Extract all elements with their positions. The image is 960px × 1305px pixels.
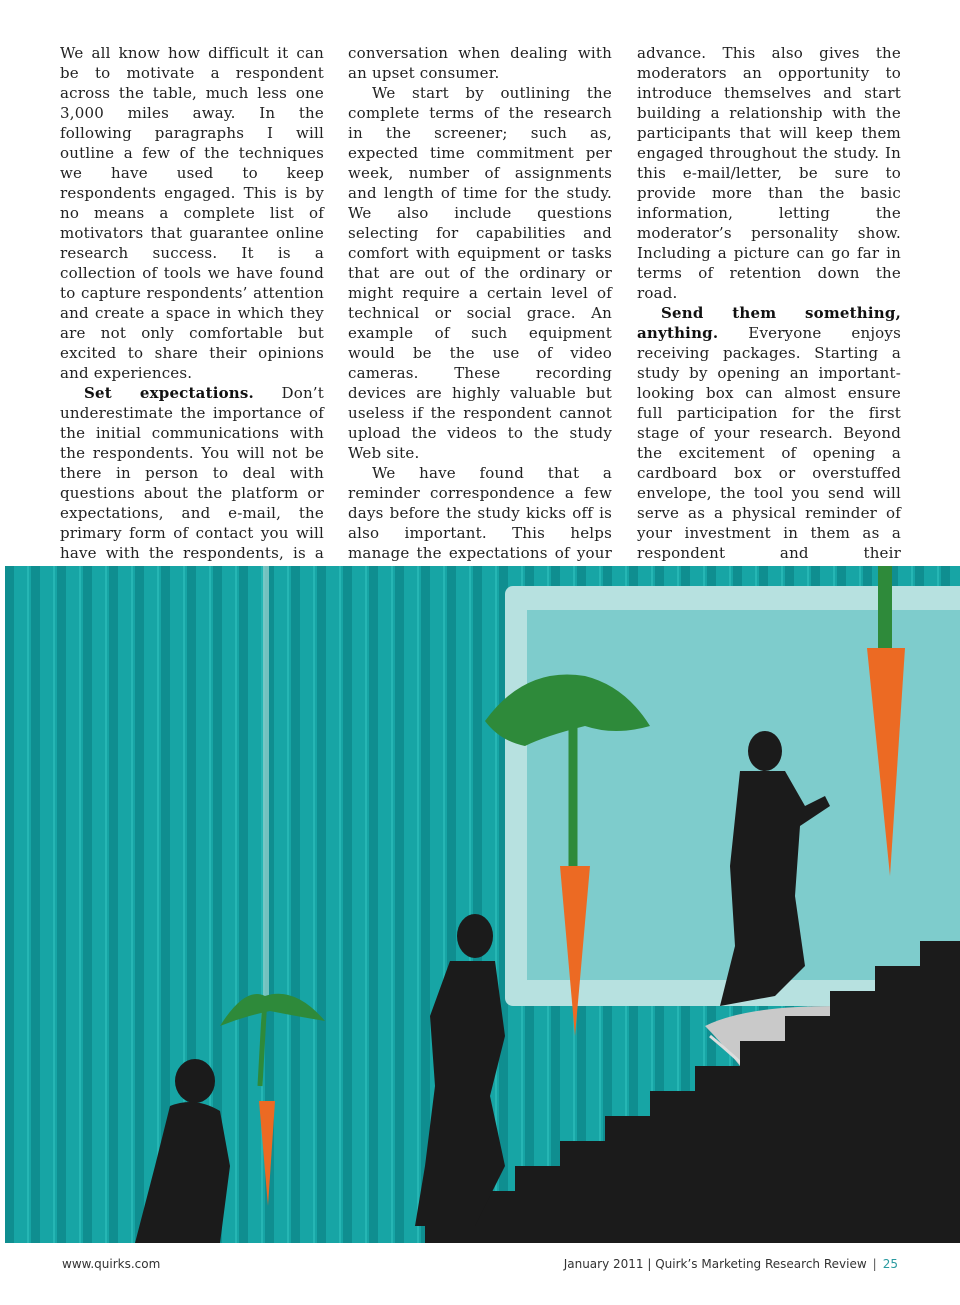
carrot-string <box>263 566 269 1006</box>
footer-issue <box>564 1257 898 1271</box>
paragraph-reminder: We have found that a reminder correspondence a few days before the study kicks off is also important. This helps manage the expectations of your <box>348 464 612 562</box>
footer-issue-text: January 2011 | Quirk’s Marketing Research Review <box>563 1257 867 1271</box>
footer-separator: | <box>872 1257 877 1271</box>
footer-website: www.quirks.com <box>62 1257 161 1271</box>
paragraph-screener: We start by outlining the complete terms of the research in the screener; such as, expected time commitment per week, number of assignments and length of time for the study. We also include questions selecting for capabilities and comfort with equipment or tasks that are out of the ordinary or might require a certain level of technical or social grace. An example of such equipment would be the use of video cameras. These recording devices are highly valuable but useless if the respondent cannot upload the videos to the study Web site. <box>348 84 612 462</box>
paragraph-text: Everyone enjoys receiving packages. Starting a study by opening an important-looking box can almost ensure full participation for the first stage of your research. Beyond the excitement of opening a cardboard box or overstuffed envelope, the tool you send will serve as a physical reminder of your investment in them as a respondent and their <box>637 324 901 562</box>
subheading-set-expectations: Set expectations. <box>84 384 254 402</box>
article-column-3 <box>637 43 901 603</box>
paragraph-continued: conversation when dealing with an upset consumer. <box>348 44 612 82</box>
carrot-staircase-illustration <box>5 566 960 1243</box>
paragraph-continued: advance. This also gives the moderators an opportunity to introduce themselves and start building a relationship with the participants that will keep them engaged throughout the study. In this e-mail/letter, be sure to provide more than the basic information, letting the moderator’s personality show. Including a picture can go far in terms of retention down the road. <box>637 44 901 302</box>
article-column-1 <box>60 43 324 583</box>
paragraph-send-something <box>637 303 901 583</box>
article-column-2 <box>348 43 612 603</box>
paragraph-text: Don’t underestimate the importance of the initial communications with the respondents. You will not be there in person to deal with questions about the platform or expectations, and e-mail, the primary form of contact you will have with the respondents, is a <box>60 384 325 562</box>
page-number: 25 <box>882 1257 898 1271</box>
paragraph-intro: We all know how difficult it can be to motivate a respondent across the table, much less one 3,000 miles away. In the following paragraphs I will outline a few of the techniques we have used to keep respondents engaged. This is by no means a complete list of motivators that guarantee online research success. It is a collection of tools we have found to capture respondents’ attention and create a space in which they are not only comfortable but excited to share their opinions and experiences. <box>60 44 324 382</box>
paragraph-set-expectations <box>60 383 324 583</box>
subheading-send-something: Send them something, anything. <box>637 304 901 342</box>
